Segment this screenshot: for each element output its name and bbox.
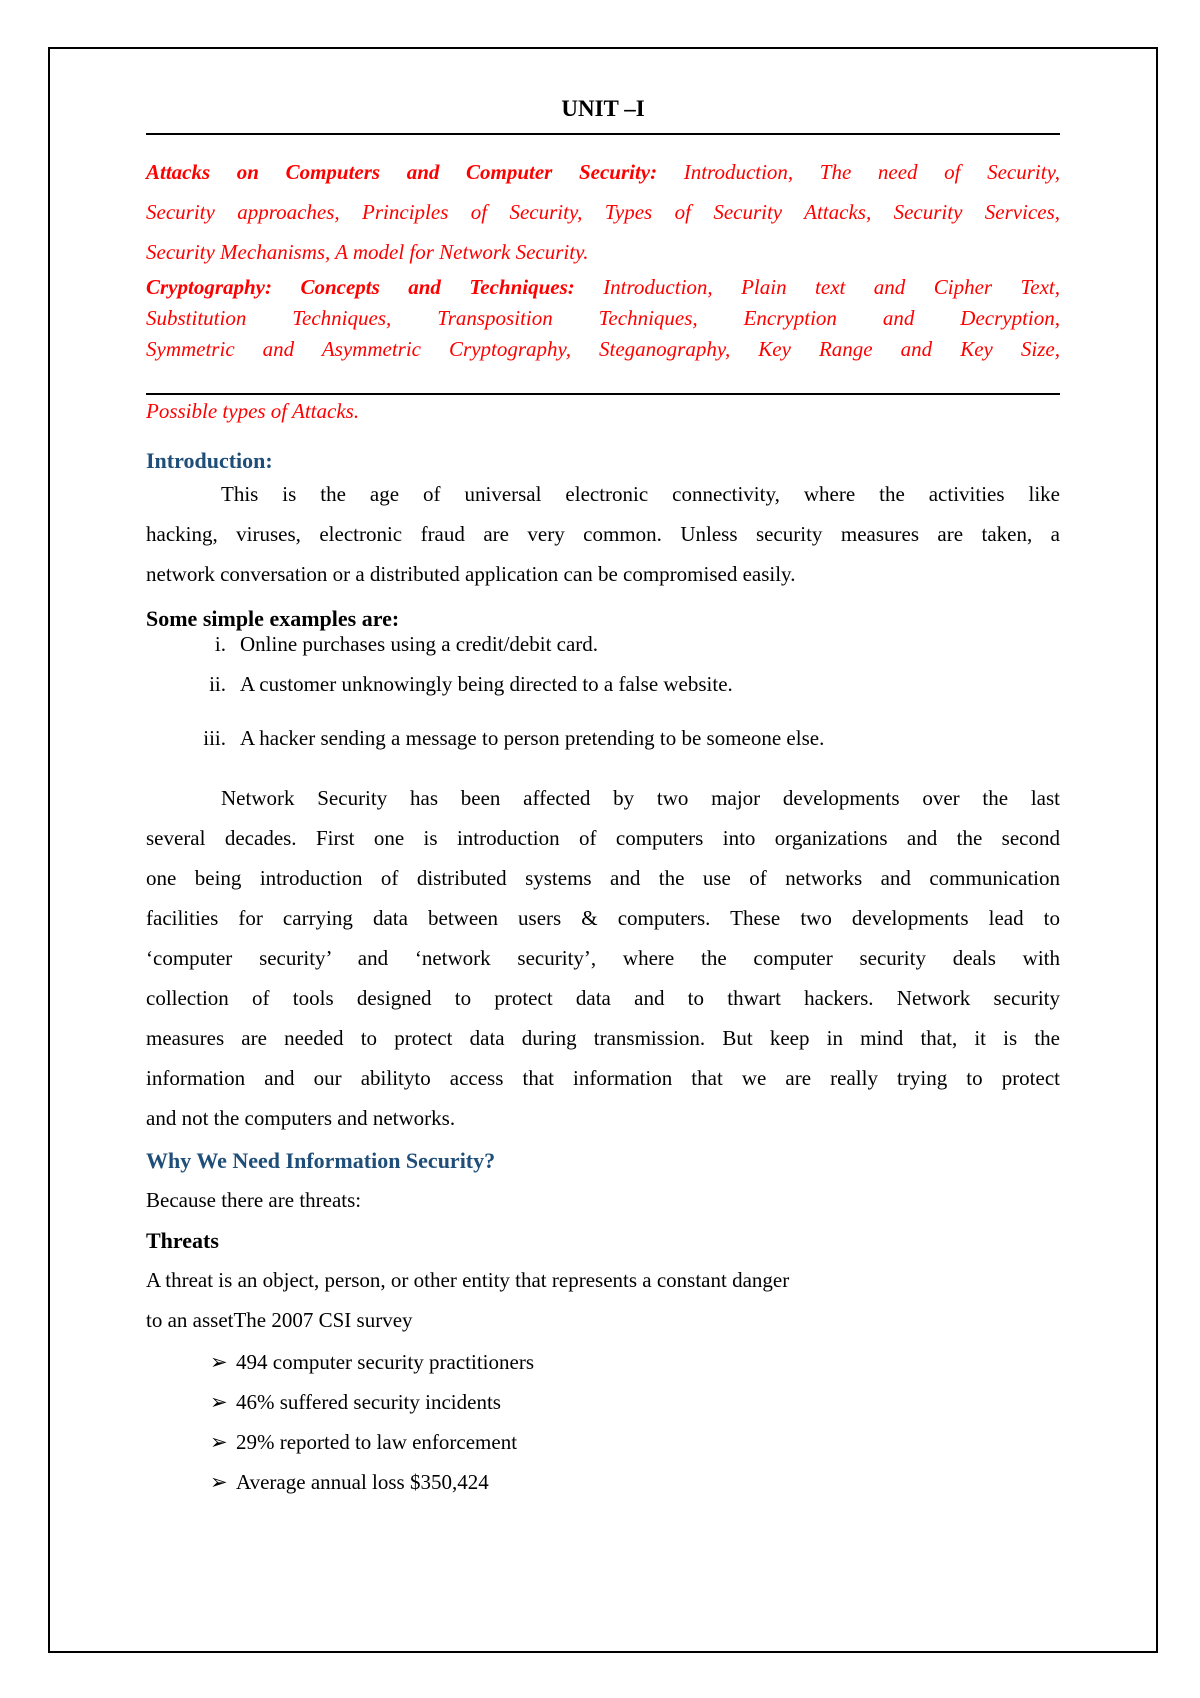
network-security-paragraph: Network Security has been affected by two major developments over the last several decades. First one is introduction of computers into organizations and the second one being introduction of distributed systems and the use of networks and communication facilities for carrying data between users & computers. These two developments lead to ‘computer security’ and ‘network security’, where the computer security deals with collection of tools designed to protect data and to thwart hackers. Network security measures are needed to protect data during transmission. But keep in mind that, it is the information and our abilityto access that information that we are really trying to protect and not the computers and networks. (146, 786, 1060, 1130)
syllabus-part1-line3: Security Mechanisms, A model for Network Security. (146, 240, 589, 264)
syllabus-part2-line3: Symmetric and Asymmetric Cryptography, Steganography, Key Range and Key Size, (146, 337, 1060, 361)
arrow-bullet-icon: ➢ (210, 1470, 228, 1494)
threats-bullet-2: ➢ 46% suffered security incidents (210, 1390, 501, 1414)
threats-bullet-1: ➢ 494 computer security practitioners (210, 1350, 534, 1374)
syllabus-part2 (146, 272, 1060, 365)
threats-heading: Threats (146, 1228, 219, 1253)
syllabus-part1 (146, 152, 1060, 272)
threats-line-2: to an assetThe 2007 CSI survey (146, 1308, 413, 1332)
syllabus-part2-line1: Cryptography: Concepts and Techniques: Introduction, Plain text and Cipher Text, (146, 275, 1060, 299)
arrow-bullet-icon: ➢ (210, 1350, 228, 1374)
syllabus-part2-line4: Possible types of Attacks. (146, 399, 360, 423)
syllabus-part1-line2: Security approaches, Principles of Security, Types of Security Attacks, Security Services, (146, 200, 1060, 224)
unit-title: UNIT –I (561, 96, 645, 121)
bottom-rule (146, 393, 1060, 395)
threats-line-1: A threat is an object, person, or other entity that represents a constant danger (146, 1268, 790, 1292)
arrow-bullet-icon: ➢ (210, 1430, 228, 1454)
introduction-heading: Introduction: (146, 448, 273, 473)
why-line: Because there are threats: (146, 1188, 362, 1212)
arrow-bullet-icon: ➢ (210, 1390, 228, 1414)
introduction-paragraph: This is the age of universal electronic connectivity, where the activities like hacking, viruses, electronic fraud are very common. Unless security measures are taken, a network conversation or a distributed application can be compromised easily. (146, 482, 1060, 586)
why-heading: Why We Need Information Security? (146, 1148, 496, 1173)
syllabus-part1-heading: Attacks on Computers and Computer Security: (146, 160, 658, 184)
top-rule (146, 133, 1060, 135)
syllabus-part2-heading: Cryptography: Concepts and Techniques: (146, 275, 575, 299)
examples-heading: Some simple examples are: (146, 606, 400, 631)
syllabus-part2-tail (146, 396, 1060, 426)
syllabus-part1-line1: Attacks on Computers and Computer Security: Introduction, The need of Security, (146, 160, 1060, 184)
threats-bullet-3: ➢ 29% reported to law enforcement (210, 1430, 518, 1454)
threats-bullet-4: ➢ Average annual loss $350,424 (210, 1470, 489, 1494)
syllabus-part2-line2: Substitution Techniques, Transposition Techniques, Encryption and Decryption, (146, 306, 1060, 330)
